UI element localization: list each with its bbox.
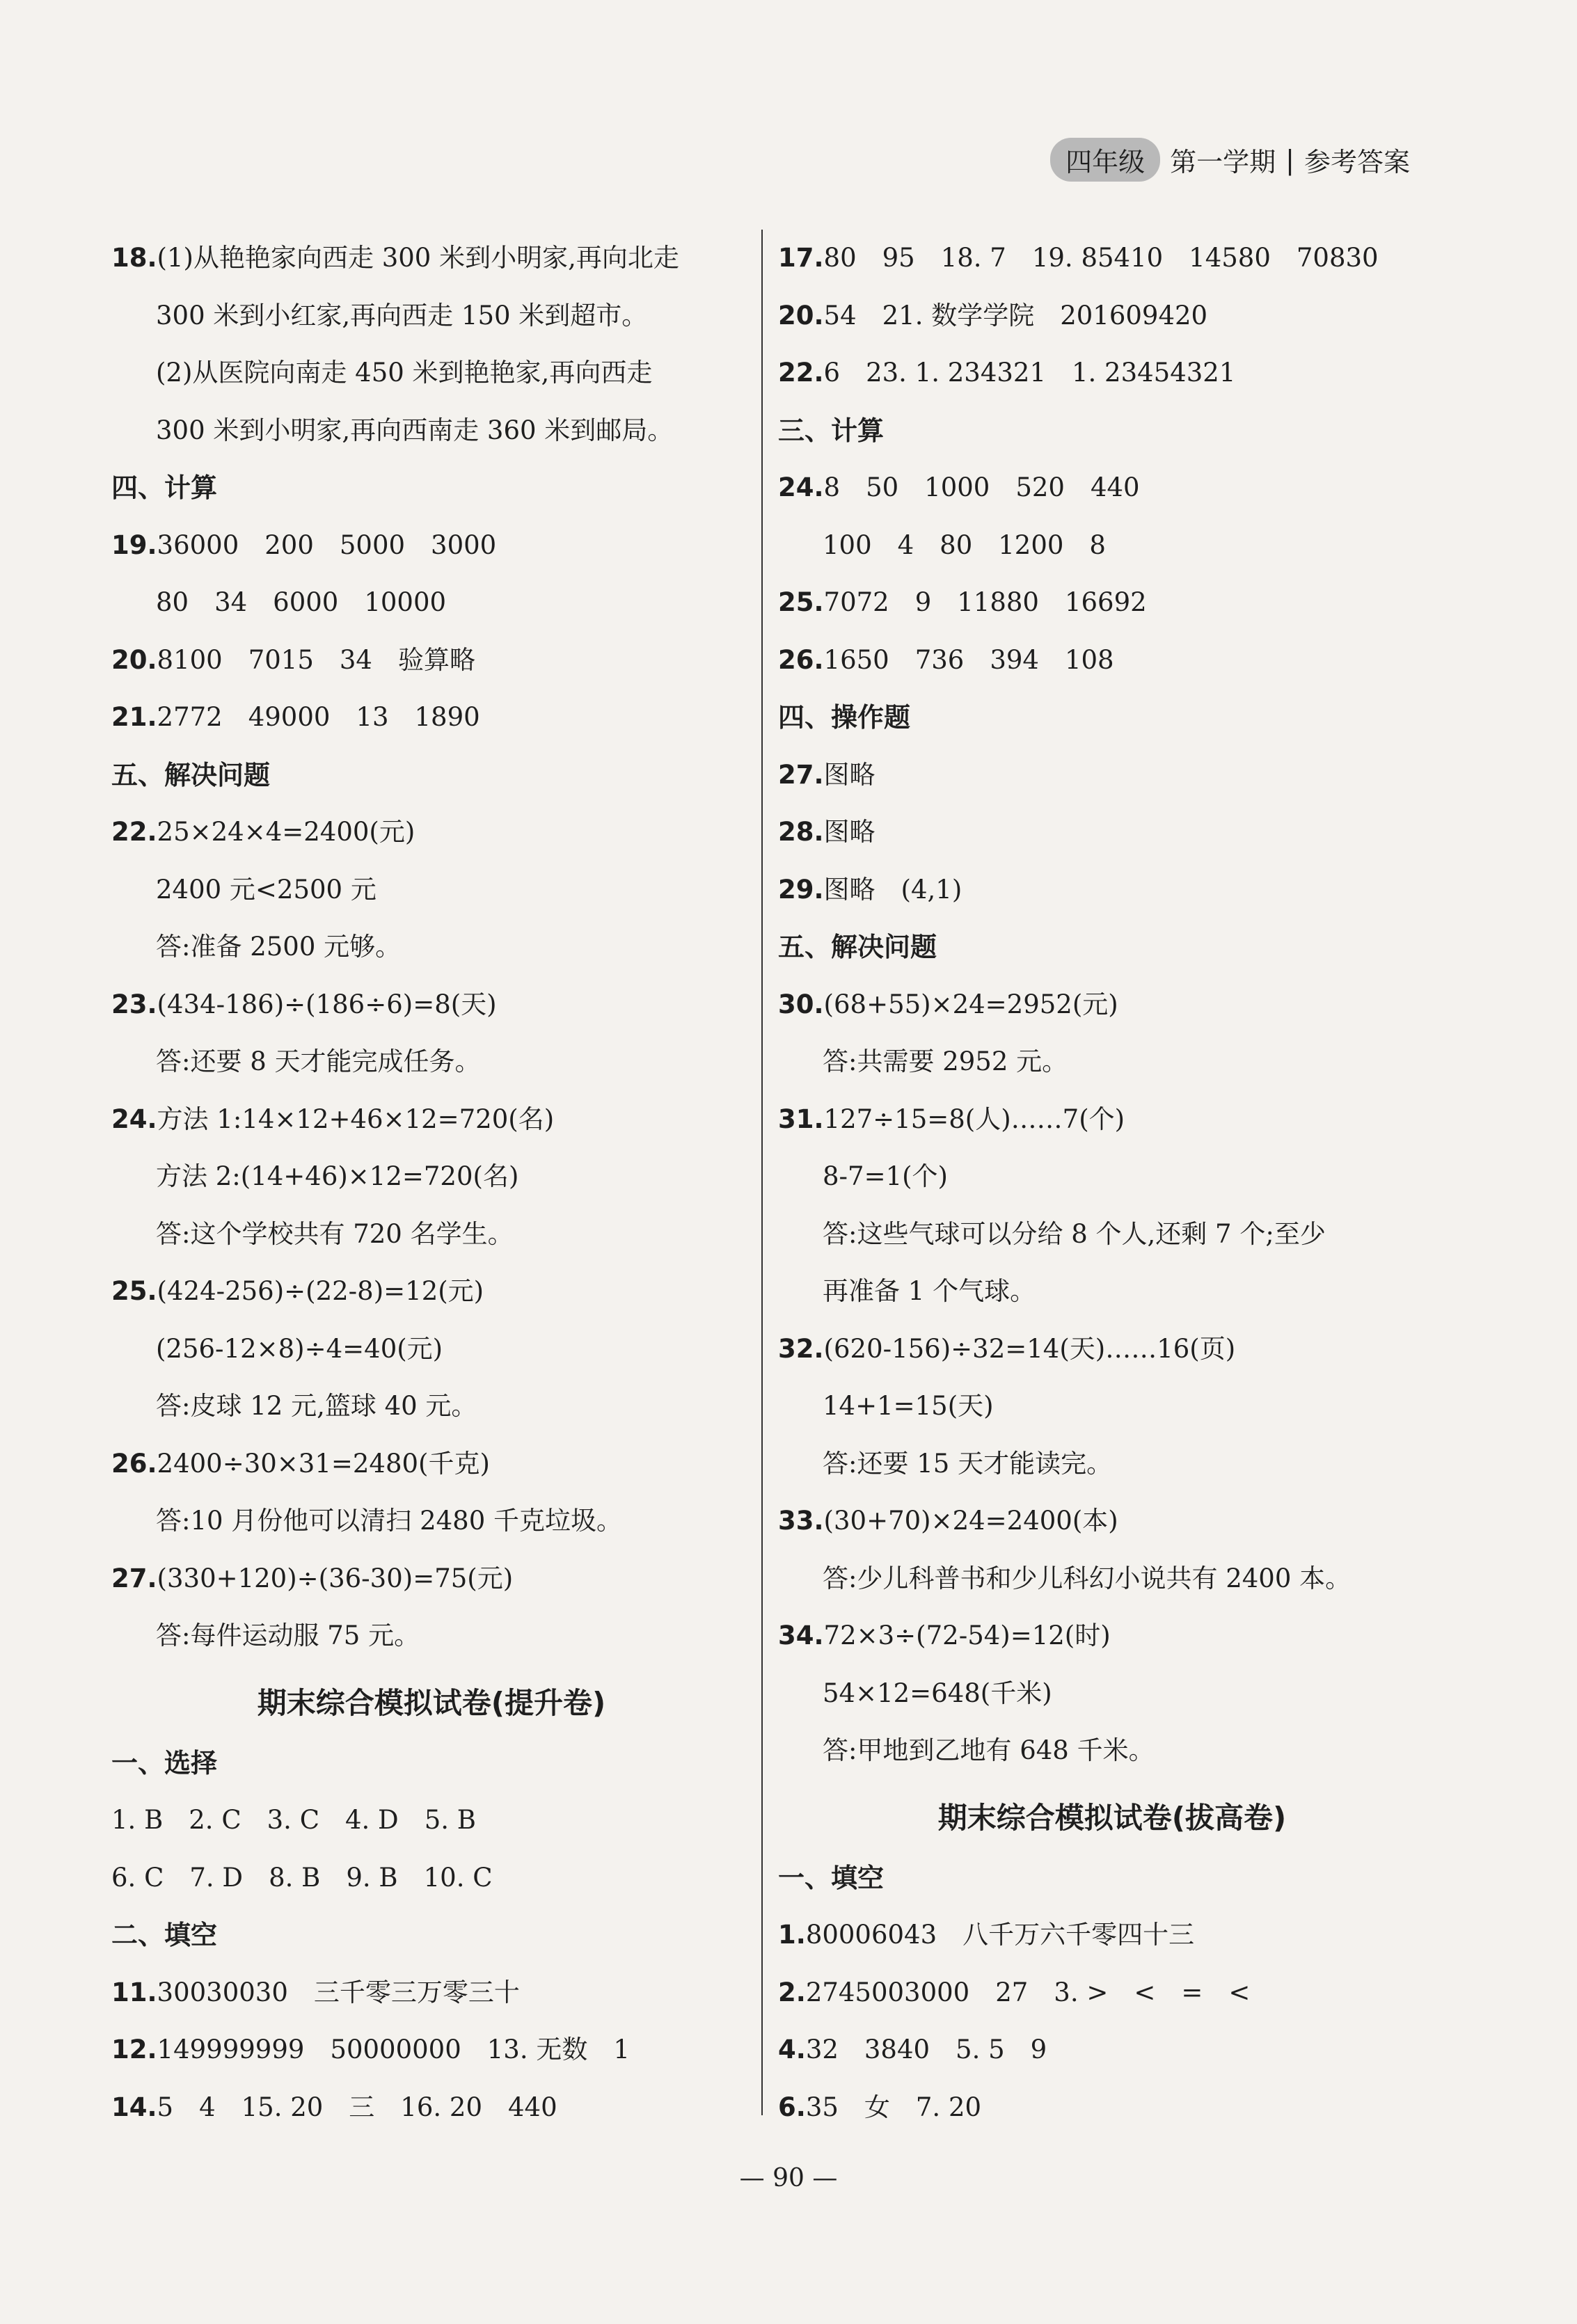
answer-text: 54 21. 数学学院 201609420 [823, 300, 1208, 331]
answer-text: 80006043 八千万六千零四十三 [805, 1920, 1195, 1950]
answer-line [111, 574, 752, 632]
answer-line [111, 1493, 752, 1550]
answer-line [778, 1665, 1446, 1723]
answer-line [778, 1435, 1446, 1493]
question-number: 22. [778, 358, 824, 388]
answer-text: 答:少儿科普书和少儿科幻小说共有 2400 本。 [823, 1563, 1352, 1593]
answer-text: 80 34 6000 10000 [156, 587, 447, 617]
question-number: 25. [778, 587, 824, 617]
answer-line [778, 1378, 1446, 1435]
answer-line [111, 689, 752, 747]
question-number: 12. [111, 2035, 157, 2064]
answer-line [778, 1907, 1446, 1964]
answer-line [778, 2021, 1446, 2079]
answer-line [778, 230, 1446, 287]
answer-text: 149999999 50000000 13. 无数 1 [157, 2035, 630, 2064]
question-number: 31. [778, 1104, 824, 1134]
answer-text: 8 50 1000 520 440 [823, 472, 1140, 502]
answer-text: 方法 2:(14+46)×12=720(名) [156, 1161, 519, 1191]
question-number: 25. [111, 1276, 157, 1306]
answer-line [778, 1964, 1446, 2022]
answer-line [778, 1493, 1446, 1550]
answer-text: 72×3÷(72-54)=12(时) [823, 1621, 1111, 1650]
answer-line [111, 861, 752, 919]
answer-line [111, 1607, 752, 1665]
question-number: 26. [111, 1448, 157, 1479]
header-separator: | [1285, 144, 1294, 175]
answer-text: (434-186)÷(186÷6)=8(天) [157, 989, 497, 1019]
answer-line [111, 2079, 752, 2137]
section-heading: 四、操作题 [778, 702, 911, 733]
question-number: 26. [778, 644, 824, 675]
answer-line [778, 1206, 1446, 1264]
left-column [111, 230, 752, 2136]
answer-line [111, 1263, 752, 1321]
question-number: 30. [778, 989, 824, 1019]
question-number: 32. [778, 1333, 824, 1364]
section-label: 参考答案 [1303, 147, 1410, 177]
answer-text: 答:甲地到乙地有 648 千米。 [823, 1735, 1155, 1765]
answer-text: 答:10 月份他可以清扫 2480 千克垃圾。 [156, 1506, 622, 1536]
answer-text: 300 米到小明家,再向西南走 360 米到邮局。 [156, 415, 674, 445]
question-number: 33. [778, 1506, 824, 1536]
answer-line [778, 1148, 1446, 1206]
answer-text: 300 米到小红家,再向西走 150 米到超市。 [156, 300, 648, 331]
answer-line [111, 1321, 752, 1378]
answer-text: 2772 49000 13 1890 [157, 702, 480, 732]
answer-line [111, 804, 752, 861]
answer-text: 答:每件运动服 75 元。 [156, 1621, 420, 1650]
answer-text: 5 4 15. 20 三 16. 20 440 [157, 2092, 557, 2122]
answer-text: 答:准备 2500 元够。 [156, 932, 402, 962]
answer-text: 30030030 三千零三万零三十 [157, 1977, 520, 2007]
answer-line [778, 747, 1446, 804]
answer-line [778, 1321, 1446, 1378]
question-number: 2. [778, 1977, 806, 2007]
section-heading: 四、计算 [111, 472, 218, 503]
answer-text: 答:还要 15 天才能读完。 [823, 1448, 1113, 1479]
question-number: 11. [111, 1977, 157, 2007]
answer-text: 1650 736 394 108 [823, 644, 1114, 675]
answer-text: 36000 200 5000 3000 [157, 530, 497, 560]
answer-line [778, 1263, 1446, 1321]
answer-line [778, 459, 1446, 517]
answer-line [111, 1964, 752, 2022]
answer-text: 答:皮球 12 元,篮球 40 元。 [156, 1391, 477, 1421]
answer-text: (2)从医院向南走 450 米到艳艳家,再向西走 [156, 358, 653, 388]
question-number: 14. [111, 2092, 157, 2122]
question-number: 22. [111, 817, 157, 847]
answer-line [778, 344, 1446, 402]
question-number: 4. [778, 2035, 806, 2064]
answer-text: 2745003000 27 3. > < = < [805, 1977, 1251, 2007]
question-number: 34. [778, 1621, 824, 1650]
answer-line [111, 287, 752, 345]
section-heading: 五、解决问题 [111, 759, 271, 790]
question-number: 27. [111, 1563, 157, 1593]
section-heading: 一、选择 [111, 1747, 218, 1778]
answer-line [778, 1091, 1446, 1149]
answer-line [111, 230, 752, 287]
answer-line [111, 1091, 752, 1149]
section-heading: 二、填空 [111, 1920, 218, 1950]
answer-text: 答:这些气球可以分给 8 个人,还剩 7 个;至少 [823, 1218, 1326, 1249]
answer-text: 32 3840 5. 5 9 [805, 2035, 1047, 2064]
answer-line [778, 517, 1446, 575]
question-number: 29. [778, 874, 824, 905]
answer-text: 再准备 1 个气球。 [823, 1276, 1036, 1306]
question-number: 20. [778, 300, 824, 331]
question-number: 17. [778, 243, 824, 273]
question-number: 6. [778, 2092, 806, 2122]
answer-text: (1)从艳艳家向西走 300 米到小明家,再向北走 [157, 243, 679, 273]
section-heading: 一、填空 [778, 1862, 885, 1893]
column-divider [761, 230, 763, 2115]
answer-text: 答:共需要 2952 元。 [823, 1046, 1068, 1076]
exam-title: 期末综合模拟试卷(提升卷) [257, 1685, 606, 1720]
answer-line [778, 632, 1446, 690]
answer-text: (256-12×8)÷4=40(元) [156, 1333, 443, 1364]
section-heading: 三、计算 [778, 415, 885, 446]
answer-line [111, 1849, 752, 1907]
right-column [778, 230, 1446, 2136]
answer-text: 图略 [823, 759, 875, 790]
answer-text: 7072 9 11880 16692 [823, 587, 1147, 617]
answer-text: (424-256)÷(22-8)=12(元) [157, 1276, 484, 1306]
answer-line [111, 1206, 752, 1264]
answer-line [778, 2079, 1446, 2137]
question-number: 27. [778, 759, 824, 790]
answer-text: 80 95 18. 7 19. 85410 14580 70830 [823, 243, 1379, 273]
answer-line [111, 1378, 752, 1435]
answer-line [111, 1148, 752, 1206]
answer-line [111, 344, 752, 402]
answer-text: 54×12=648(千米) [823, 1678, 1052, 1708]
answer-text: 6 23. 1. 234321 1. 23454321 [823, 358, 1236, 388]
answer-line [778, 861, 1446, 919]
answer-text: 图略 (4,1) [823, 874, 962, 905]
answer-text: (68+55)×24=2952(元) [823, 989, 1118, 1019]
answer-line [111, 517, 752, 575]
answer-text: (30+70)×24=2400(本) [823, 1506, 1118, 1536]
answer-text: (620-156)÷32=14(天)……16(页) [823, 1333, 1236, 1364]
answer-line [111, 918, 752, 976]
answer-text: 100 4 80 1200 8 [823, 530, 1106, 560]
answer-line [111, 1792, 752, 1849]
answer-text: 127÷15=8(人)……7(个) [823, 1104, 1125, 1134]
question-number: 18. [111, 243, 157, 273]
answer-text: 答:还要 8 天才能完成任务。 [156, 1046, 481, 1076]
answer-text: 25×24×4=2400(元) [157, 817, 415, 847]
exam-title: 期末综合模拟试卷(拔高卷) [937, 1800, 1287, 1835]
answer-text: (330+120)÷(36-30)=75(元) [157, 1563, 514, 1593]
answer-text: 14+1=15(天) [823, 1391, 994, 1421]
answer-text: 8100 7015 34 验算略 [157, 644, 475, 675]
answer-line [111, 1033, 752, 1091]
question-number: 20. [111, 644, 157, 675]
answer-line [778, 287, 1446, 345]
answer-line [778, 1722, 1446, 1780]
term-label: 第一学期 [1170, 147, 1276, 177]
answer-text: 方法 1:14×12+46×12=720(名) [157, 1104, 555, 1134]
answer-line [111, 402, 752, 460]
answer-line [778, 1550, 1446, 1608]
answer-text: 35 女 7. 20 [805, 2092, 982, 2122]
answer-text: 图略 [823, 817, 875, 847]
question-number: 24. [778, 472, 824, 502]
question-number: 19. [111, 530, 157, 560]
page-number: — 90 — [739, 2164, 838, 2192]
answer-line [111, 2021, 752, 2079]
answer-line [778, 574, 1446, 632]
page-header [1050, 138, 1410, 182]
question-number: 24. [111, 1104, 157, 1134]
answer-line [778, 1607, 1446, 1665]
answer-text: 1. B 2. C 3. C 4. D 5. B [111, 1805, 476, 1835]
answer-line [111, 632, 752, 690]
answer-line [111, 1550, 752, 1608]
answer-text: 8-7=1(个) [823, 1161, 948, 1191]
question-number: 28. [778, 817, 824, 847]
answer-line [778, 976, 1446, 1034]
answer-text: 2400÷30×31=2480(千克) [157, 1448, 490, 1479]
answer-text: 答:这个学校共有 720 名学生。 [156, 1218, 514, 1249]
section-heading: 五、解决问题 [778, 932, 937, 962]
answer-line [778, 804, 1446, 861]
question-number: 21. [111, 702, 157, 732]
answer-line [111, 1435, 752, 1493]
answer-text: 2400 元<2500 元 [156, 874, 377, 905]
answer-text: 6. C 7. D 8. B 9. B 10. C [111, 1862, 493, 1893]
answer-line [111, 976, 752, 1034]
question-number: 23. [111, 989, 157, 1019]
grade-badge: 四年级 [1050, 138, 1160, 182]
question-number: 1. [778, 1920, 806, 1950]
answer-line [778, 1033, 1446, 1091]
